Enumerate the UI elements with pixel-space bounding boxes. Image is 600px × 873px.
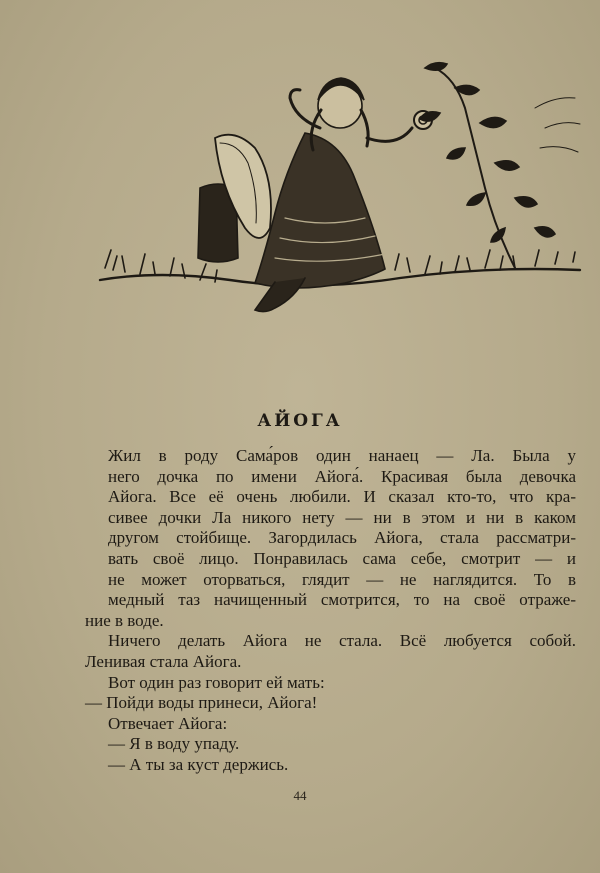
text-line: Айога. Все её очень любили. И сказал кто-то, что кра- [108,487,576,507]
text-line: — Пойди воды принеси, Айога! [85,693,318,713]
paragraph [108,755,576,776]
text-line: — А ты за куст держись. [108,754,289,774]
text-line: медный таз начищенный смотрится, то на своё отраже- [108,590,576,610]
text-line: — Я в воду упаду. [108,734,240,754]
paragraph [108,673,576,694]
paragraph [108,734,576,755]
text-line: сивее дочки Ла никого нету — ни в этом и ни в каком [108,507,576,527]
paragraph [85,631,576,672]
paragraph [85,446,576,631]
text-line: него дочка по имени Айога́. Красивая была девочка [108,466,576,486]
story-text [85,446,576,776]
girl-with-mirror-illustration [95,48,585,328]
text-line: другом стойбище. Загордилась Айога, стала рассматри- [108,528,576,548]
text-line: Отвечает Айога: [108,713,228,733]
text-line: Ленивая стала Айога. [85,651,242,671]
text-line: Ничего делать Айога не стала. Всё любуется собой. [108,631,576,651]
story-title: АЙОГА [257,411,343,431]
text-line: ние в воде. [85,610,164,630]
paragraph [85,693,576,714]
text-line: вать своё лицо. Понравилась сама себе, смотрит — и [108,548,576,568]
page-number: 44 [293,788,307,803]
text-line: не может оторваться, глядит — не наглядится. То в [108,569,576,589]
text-line: Жил в роду Сама́ров один нанаец — Ла. Была у [108,446,576,465]
paragraph [108,714,576,735]
text-line: Вот один раз говорит ей мать: [108,672,325,692]
